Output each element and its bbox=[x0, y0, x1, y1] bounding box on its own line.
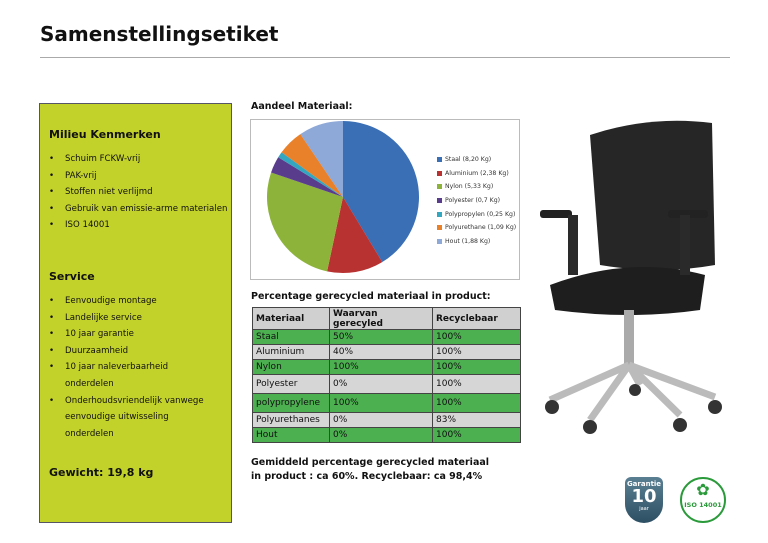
header-materiaal: Materiaal bbox=[253, 308, 330, 330]
cell: 100% bbox=[330, 394, 433, 413]
table-row bbox=[253, 413, 521, 428]
legend-label: Nylon (5,33 Kg) bbox=[445, 183, 494, 191]
cell: 100% bbox=[433, 360, 521, 375]
legend-entry bbox=[437, 194, 516, 208]
list-item: • 10 jaar naleverbaarheid onderdelen bbox=[49, 359, 209, 392]
legend-swatch bbox=[437, 212, 442, 217]
legend-entry bbox=[437, 221, 516, 235]
cell: Aluminium bbox=[253, 345, 330, 360]
chart-legend bbox=[437, 153, 516, 248]
cell: 83% bbox=[433, 413, 521, 428]
cell: Staal bbox=[253, 330, 330, 345]
legend-swatch bbox=[437, 184, 442, 189]
cell: 100% bbox=[433, 330, 521, 345]
cell: Hout bbox=[253, 428, 330, 443]
list-item: • ISO 14001 bbox=[49, 217, 229, 234]
iso-text: ISO 14001 bbox=[684, 501, 722, 509]
table-row bbox=[253, 360, 521, 375]
garantie-badge bbox=[625, 477, 663, 523]
legend-swatch bbox=[437, 157, 442, 162]
legend-label: Aluminium (2,38 Kg) bbox=[445, 169, 509, 177]
office-chair-image bbox=[530, 115, 730, 445]
plant-icon: ✿ bbox=[696, 480, 710, 499]
cell: 100% bbox=[330, 360, 433, 375]
badge-text: Garantie bbox=[626, 480, 662, 488]
legend-entry bbox=[437, 167, 516, 181]
header-recyclebaar: Recyclebaar bbox=[433, 308, 521, 330]
table-row bbox=[253, 375, 521, 394]
table-row bbox=[253, 394, 521, 413]
weight-label: Gewicht: 19,8 kg bbox=[49, 466, 154, 479]
list-item: • Landelijke service bbox=[49, 310, 209, 327]
legend-label: Hout (1,88 Kg) bbox=[445, 237, 491, 245]
cell: Polyester bbox=[253, 375, 330, 394]
chart-label: Aandeel Materiaal: bbox=[251, 101, 353, 112]
legend-swatch bbox=[437, 198, 442, 203]
page-title: Samenstellingsetiket bbox=[40, 22, 279, 46]
recycle-table bbox=[252, 307, 521, 443]
cell: Nylon bbox=[253, 360, 330, 375]
list-item: • Duurzaamheid bbox=[49, 343, 209, 360]
list-item: • Eenvoudige montage bbox=[49, 293, 209, 310]
service-list bbox=[49, 293, 209, 442]
legend-label: Polyester (0,7 Kg) bbox=[445, 197, 501, 205]
cell: 100% bbox=[433, 428, 521, 443]
legend-label: Polypropylen (0,25 Kg) bbox=[445, 210, 516, 218]
legend-entry bbox=[437, 207, 516, 221]
sidebar-panel bbox=[39, 103, 232, 523]
list-item: • Stoffen niet verlijmd bbox=[49, 184, 229, 201]
summary-text: Gemiddeld percentage gerecycled materiaal in product : ca 60%. Recyclebaar: ca 98,4% bbox=[251, 457, 490, 482]
cell: 50% bbox=[330, 330, 433, 345]
divider bbox=[40, 57, 730, 58]
cell: 40% bbox=[330, 345, 433, 360]
badge-number: 10 bbox=[631, 486, 657, 507]
table-row bbox=[253, 428, 521, 443]
cell: 100% bbox=[433, 394, 521, 413]
iso-14001-logo bbox=[680, 477, 726, 523]
cell: polypropylene bbox=[253, 394, 330, 413]
table-row bbox=[253, 345, 521, 360]
legend-entry bbox=[437, 153, 516, 167]
cell: 0% bbox=[330, 413, 433, 428]
cell: 100% bbox=[433, 345, 521, 360]
header-gerecycled: Waarvan gerecyled bbox=[330, 308, 433, 330]
legend-entry bbox=[437, 180, 516, 194]
table-row bbox=[253, 330, 521, 345]
list-item: • PAK-vrij bbox=[49, 168, 229, 185]
list-item: • Schuim FCKW-vrij bbox=[49, 151, 229, 168]
cell: 0% bbox=[330, 375, 433, 394]
list-item: • 10 jaar garantie bbox=[49, 326, 209, 343]
legend-label: Polyurethane (1,09 Kg) bbox=[445, 224, 517, 232]
table-label: Percentage gerecycled materiaal in product: bbox=[251, 291, 491, 302]
cell: 100% bbox=[433, 375, 521, 394]
cell: Polyurethanes bbox=[253, 413, 330, 428]
service-heading: Service bbox=[49, 270, 95, 283]
list-item: • Gebruik van emissie-arme materialen bbox=[49, 201, 229, 218]
legend-swatch bbox=[437, 225, 442, 230]
legend-swatch bbox=[437, 239, 442, 244]
legend-swatch bbox=[437, 171, 442, 176]
legend-label: Staal (8,20 Kg) bbox=[445, 156, 492, 164]
milieu-list bbox=[49, 151, 229, 234]
legend-entry bbox=[437, 235, 516, 249]
list-item: • Onderhoudsvriendelijk vanwege eenvoudige uitwisseling onderdelen bbox=[49, 393, 209, 443]
pie-chart bbox=[250, 119, 520, 280]
badge-subtext: jaar bbox=[639, 506, 649, 512]
milieu-heading: Milieu Kenmerken bbox=[49, 128, 161, 141]
cell: 0% bbox=[330, 428, 433, 443]
